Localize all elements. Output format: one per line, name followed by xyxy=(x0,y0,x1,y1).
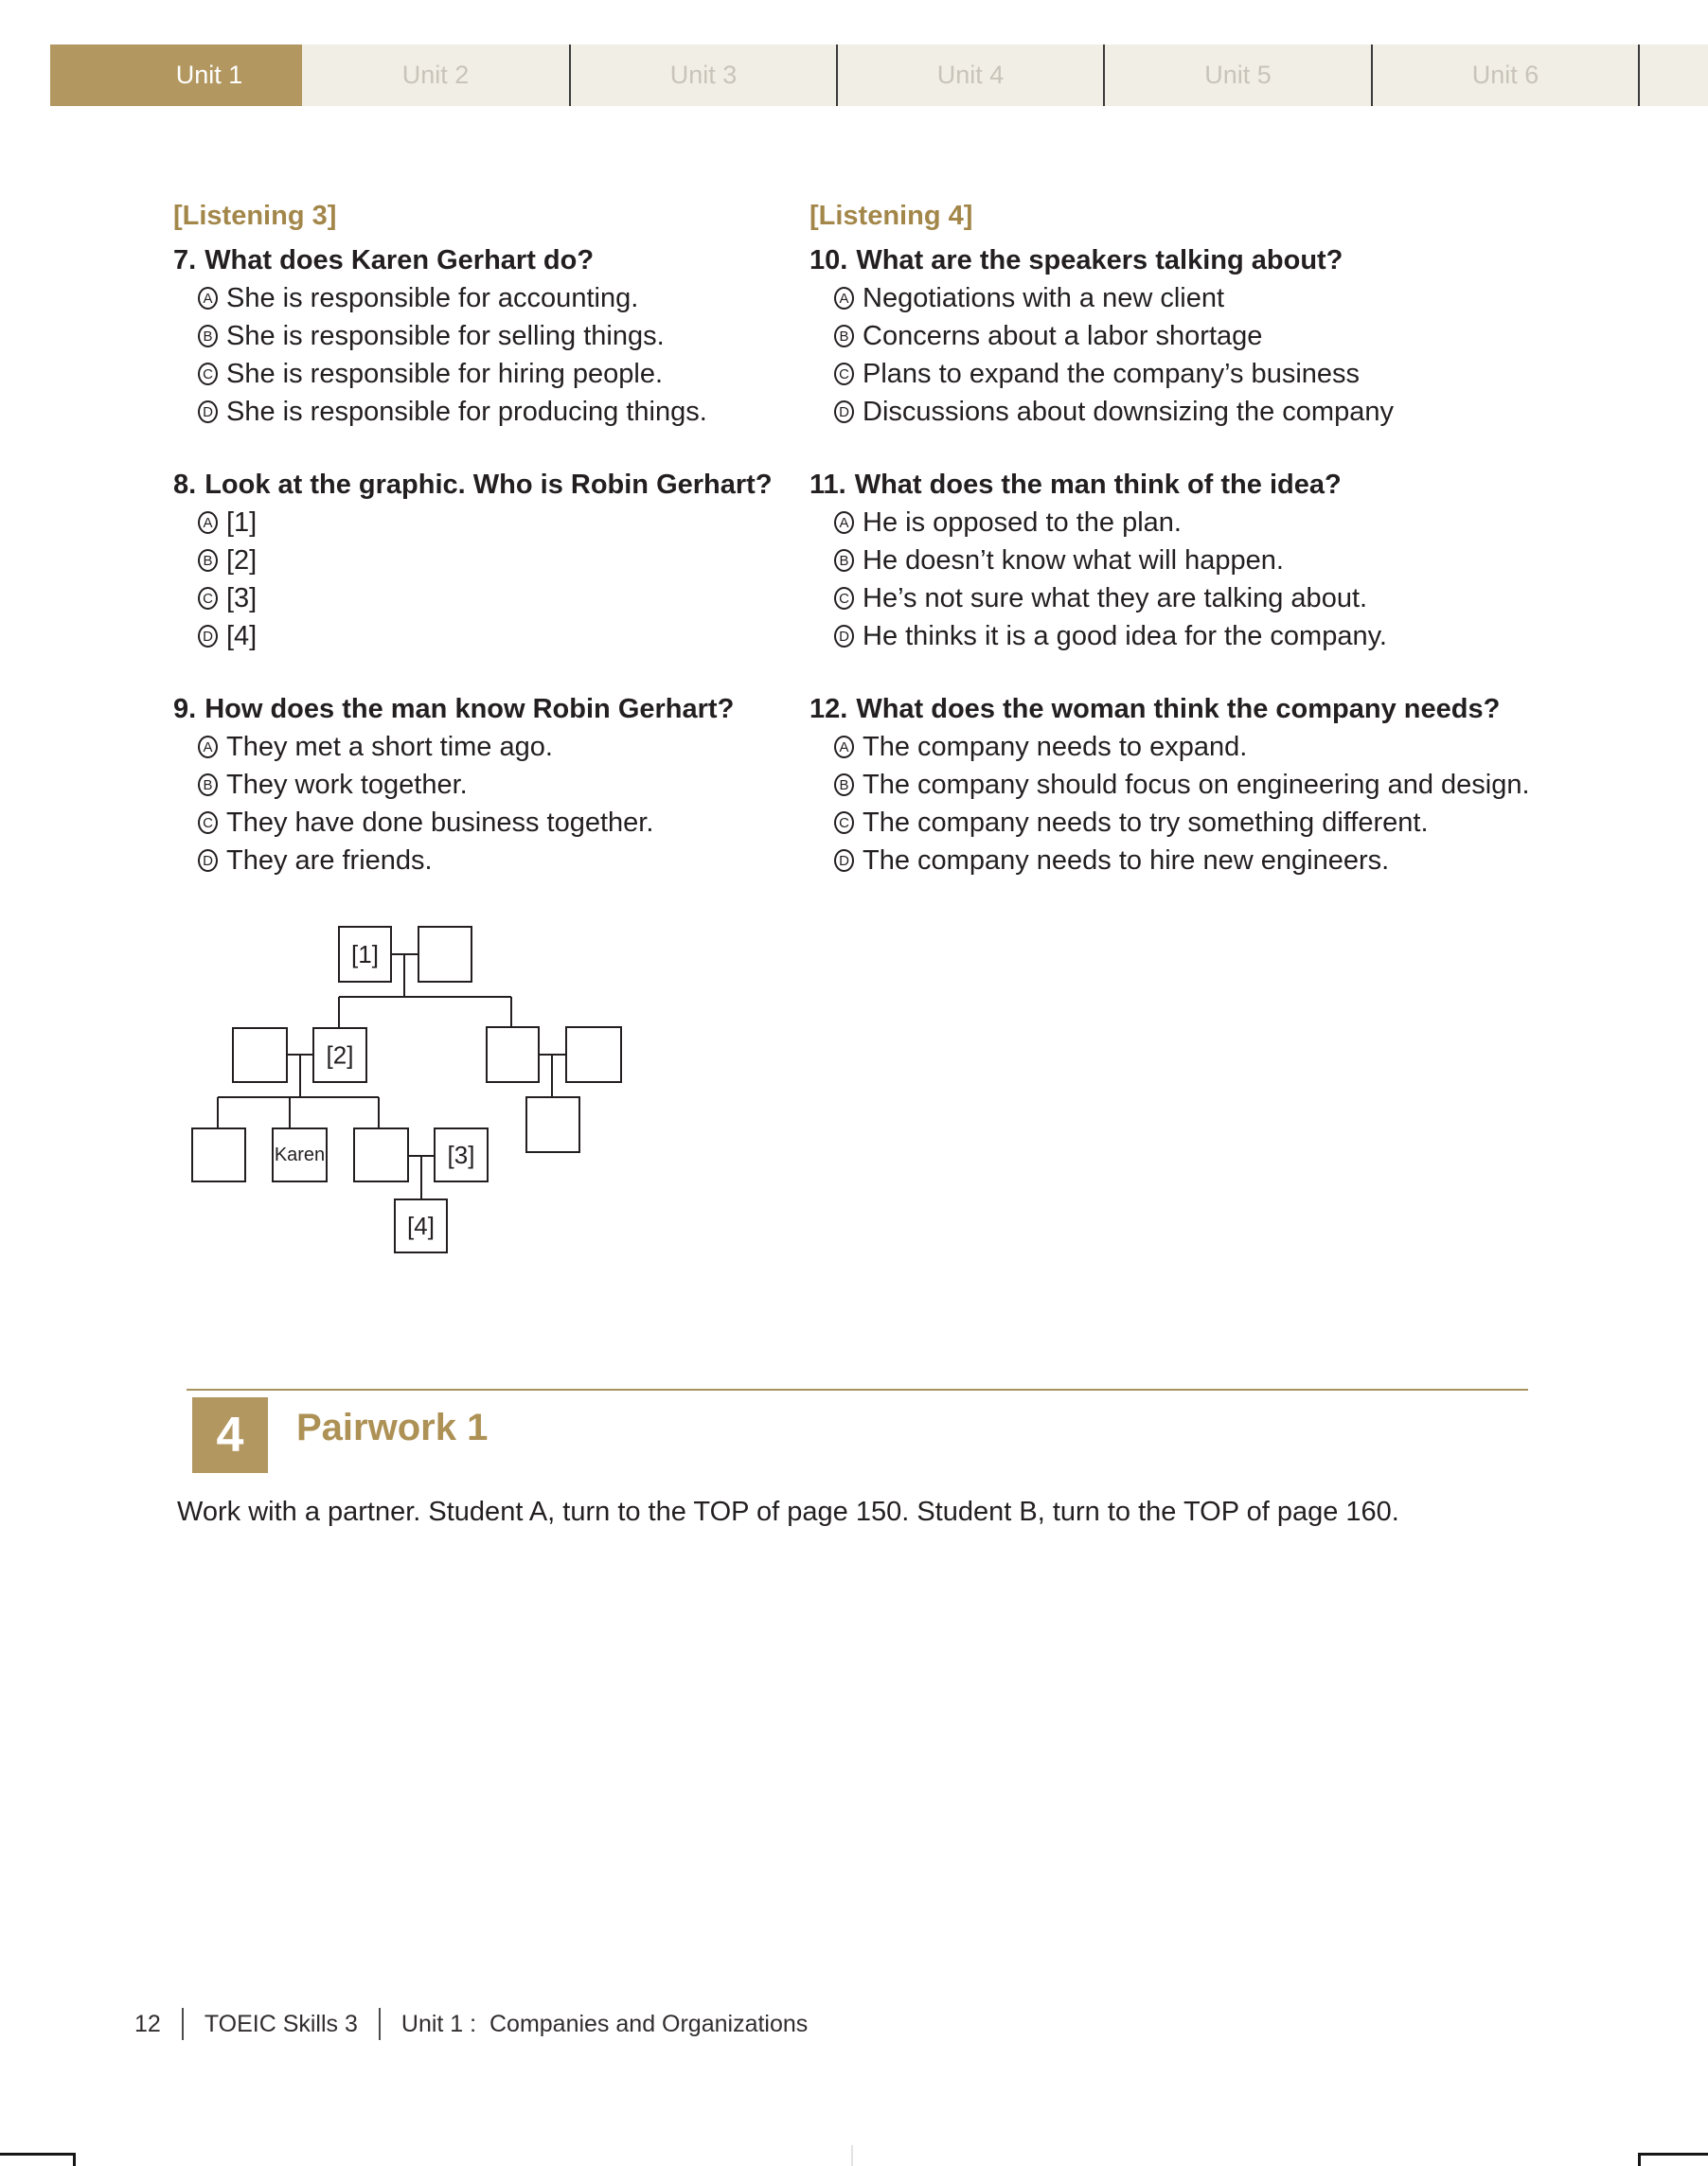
bottom-left-clipped-box xyxy=(0,2153,76,2166)
option-letter: A xyxy=(198,736,218,758)
listening3-column xyxy=(173,197,798,879)
listening4-header: [Listening 4] xyxy=(810,201,973,231)
option-9d xyxy=(173,842,798,879)
option-7b xyxy=(173,317,798,355)
option-text: They are friends. xyxy=(226,844,433,876)
option-letter: A xyxy=(198,511,218,534)
tab-label: Unit 5 xyxy=(1204,61,1272,89)
option-text: The company needs to expand. xyxy=(863,731,1248,762)
tree-box-blank xyxy=(233,1028,287,1082)
tab-label: Unit 2 xyxy=(401,61,470,89)
tree-box-blank xyxy=(192,1128,245,1181)
question-title xyxy=(173,466,798,504)
question-text: What does the woman think the company needs? xyxy=(856,694,1501,724)
tree-box-blank xyxy=(526,1097,579,1152)
option-letter: C xyxy=(834,363,854,385)
option-text: She is responsible for hiring people. xyxy=(226,358,664,389)
question-7 xyxy=(173,241,798,431)
option-letter: A xyxy=(834,287,854,310)
option-letter: B xyxy=(198,773,218,796)
bottom-center-mark xyxy=(851,2145,853,2166)
option-letter: D xyxy=(834,625,854,648)
option-letter: B xyxy=(198,325,218,347)
question-text: What are the speakers talking about? xyxy=(856,245,1343,275)
tab-label: Unit 1 xyxy=(175,61,243,89)
question-number: 8. xyxy=(173,470,197,500)
option-letter: D xyxy=(198,849,218,872)
listening3-header: [Listening 3] xyxy=(173,201,337,231)
footer-divider xyxy=(379,2008,381,2040)
option-9c xyxy=(173,804,798,842)
option-10d xyxy=(810,393,1539,431)
option-9b xyxy=(173,766,798,804)
tab-unit-3[interactable] xyxy=(569,44,836,106)
tab-unit-1[interactable] xyxy=(50,44,302,106)
tab-label: Unit 6 xyxy=(1471,61,1539,89)
tab-unit-2[interactable] xyxy=(302,44,569,106)
option-text: They have done business together. xyxy=(226,807,654,838)
option-12c xyxy=(810,804,1539,842)
option-letter: A xyxy=(834,511,854,534)
option-12a xyxy=(810,728,1539,766)
page-number: 12 xyxy=(134,2010,161,2037)
section-title: Pairwork 1 xyxy=(296,1407,489,1448)
option-9a xyxy=(173,728,798,766)
page-footer xyxy=(134,2007,808,2041)
option-8b xyxy=(173,542,798,579)
option-text: [2] xyxy=(226,544,258,576)
option-7a xyxy=(173,279,798,317)
question-number: 9. xyxy=(173,694,197,724)
option-text: Negotiations with a new client xyxy=(863,282,1225,313)
option-text: She is responsible for producing things. xyxy=(226,396,707,427)
tab-label: Unit 4 xyxy=(936,61,1005,89)
option-letter: D xyxy=(198,625,218,648)
option-letter: B xyxy=(834,549,854,572)
option-10a xyxy=(810,279,1539,317)
section-number-badge: 4 xyxy=(192,1397,268,1473)
question-number: 10. xyxy=(810,245,848,275)
option-letter: C xyxy=(834,811,854,834)
option-letter: C xyxy=(198,811,218,834)
question-title xyxy=(173,241,798,279)
option-text: Concerns about a labor shortage xyxy=(863,320,1263,351)
option-text: He’s not sure what they are talking about. xyxy=(863,582,1368,613)
option-12d xyxy=(810,842,1539,879)
unit-title: Unit 1 : Companies and Organizations xyxy=(400,2010,809,2037)
option-letter: C xyxy=(198,587,218,610)
option-10c xyxy=(810,355,1539,393)
option-text: They met a short time ago. xyxy=(226,731,553,762)
family-tree-diagram xyxy=(180,914,634,1264)
question-9 xyxy=(173,690,798,879)
option-text: [1] xyxy=(226,506,258,538)
question-8 xyxy=(173,466,798,655)
footer-divider xyxy=(182,2008,184,2040)
option-10b xyxy=(810,317,1539,355)
tree-box-blank xyxy=(566,1027,621,1082)
tree-box-blank xyxy=(354,1128,408,1181)
question-10 xyxy=(810,241,1539,431)
option-letter: D xyxy=(198,400,218,423)
question-number: 7. xyxy=(173,245,197,275)
question-12 xyxy=(810,690,1539,879)
option-text: [3] xyxy=(226,582,258,613)
question-11 xyxy=(810,466,1539,655)
tab-unit-5[interactable] xyxy=(1103,44,1371,106)
option-letter: B xyxy=(834,325,854,347)
option-12b xyxy=(810,766,1539,804)
tab-unit-6[interactable] xyxy=(1371,44,1638,106)
option-text: The company needs to hire new engineers. xyxy=(863,844,1390,876)
option-text: Discussions about downsizing the company xyxy=(863,396,1394,427)
question-title xyxy=(810,690,1539,728)
option-text: The company needs to try something different. xyxy=(863,807,1429,838)
tab-partial xyxy=(1638,44,1708,106)
book-title: TOEIC Skills 3 xyxy=(204,2010,358,2037)
option-text: The company should focus on engineering and design. xyxy=(863,769,1530,800)
option-letter: C xyxy=(834,587,854,610)
tab-unit-4[interactable] xyxy=(836,44,1103,106)
question-title xyxy=(810,241,1539,279)
tree-box-blank xyxy=(418,927,471,982)
option-text: She is responsible for selling things. xyxy=(226,320,665,351)
option-letter: B xyxy=(198,549,218,572)
option-text: He thinks it is a good idea for the company. xyxy=(863,620,1387,651)
option-text: He doesn’t know what will happen. xyxy=(863,544,1284,576)
option-text: [4] xyxy=(226,620,258,651)
question-title xyxy=(810,466,1539,504)
question-title xyxy=(173,690,798,728)
option-7d xyxy=(173,393,798,431)
pairwork-instructions: Work with a partner. Student A, turn to the TOP of page 150. Student B, turn to the TOP of page 160. xyxy=(177,1497,1399,1527)
option-text: She is responsible for accounting. xyxy=(226,282,639,313)
tree-label-2: [2] xyxy=(326,1040,354,1070)
tab-label: Unit 3 xyxy=(669,61,738,89)
tree-label-1: [1] xyxy=(351,940,379,968)
option-letter: D xyxy=(834,849,854,872)
tree-box-blank xyxy=(487,1027,539,1082)
option-letter: D xyxy=(834,400,854,423)
question-number: 11. xyxy=(810,470,846,500)
question-text: What does the man think of the idea? xyxy=(854,470,1342,500)
option-11a xyxy=(810,504,1539,542)
option-8c xyxy=(173,579,798,617)
question-number: 12. xyxy=(810,694,848,724)
option-text: Plans to expand the company’s business xyxy=(863,358,1361,389)
question-text: What does Karen Gerhart do? xyxy=(205,245,595,275)
option-letter: A xyxy=(198,287,218,310)
bottom-right-clipped-box xyxy=(1638,2153,1708,2166)
option-7c xyxy=(173,355,798,393)
tree-label-karen: Karen xyxy=(274,1145,326,1165)
option-11b xyxy=(810,542,1539,579)
option-letter: A xyxy=(834,736,854,758)
option-letter: C xyxy=(198,363,218,385)
option-8d xyxy=(173,617,798,655)
tree-label-4: [4] xyxy=(407,1212,435,1240)
option-11d xyxy=(810,617,1539,655)
option-text: They work together. xyxy=(226,769,468,800)
option-11c xyxy=(810,579,1539,617)
listening4-column xyxy=(810,197,1539,879)
option-8a xyxy=(173,504,798,542)
question-text: Look at the graphic. Who is Robin Gerhart? xyxy=(205,470,773,500)
option-text: He is opposed to the plan. xyxy=(863,506,1182,538)
option-letter: B xyxy=(834,773,854,796)
section-rule xyxy=(187,1389,1528,1391)
question-text: How does the man know Robin Gerhart? xyxy=(205,694,735,724)
tree-label-3: [3] xyxy=(447,1141,475,1169)
